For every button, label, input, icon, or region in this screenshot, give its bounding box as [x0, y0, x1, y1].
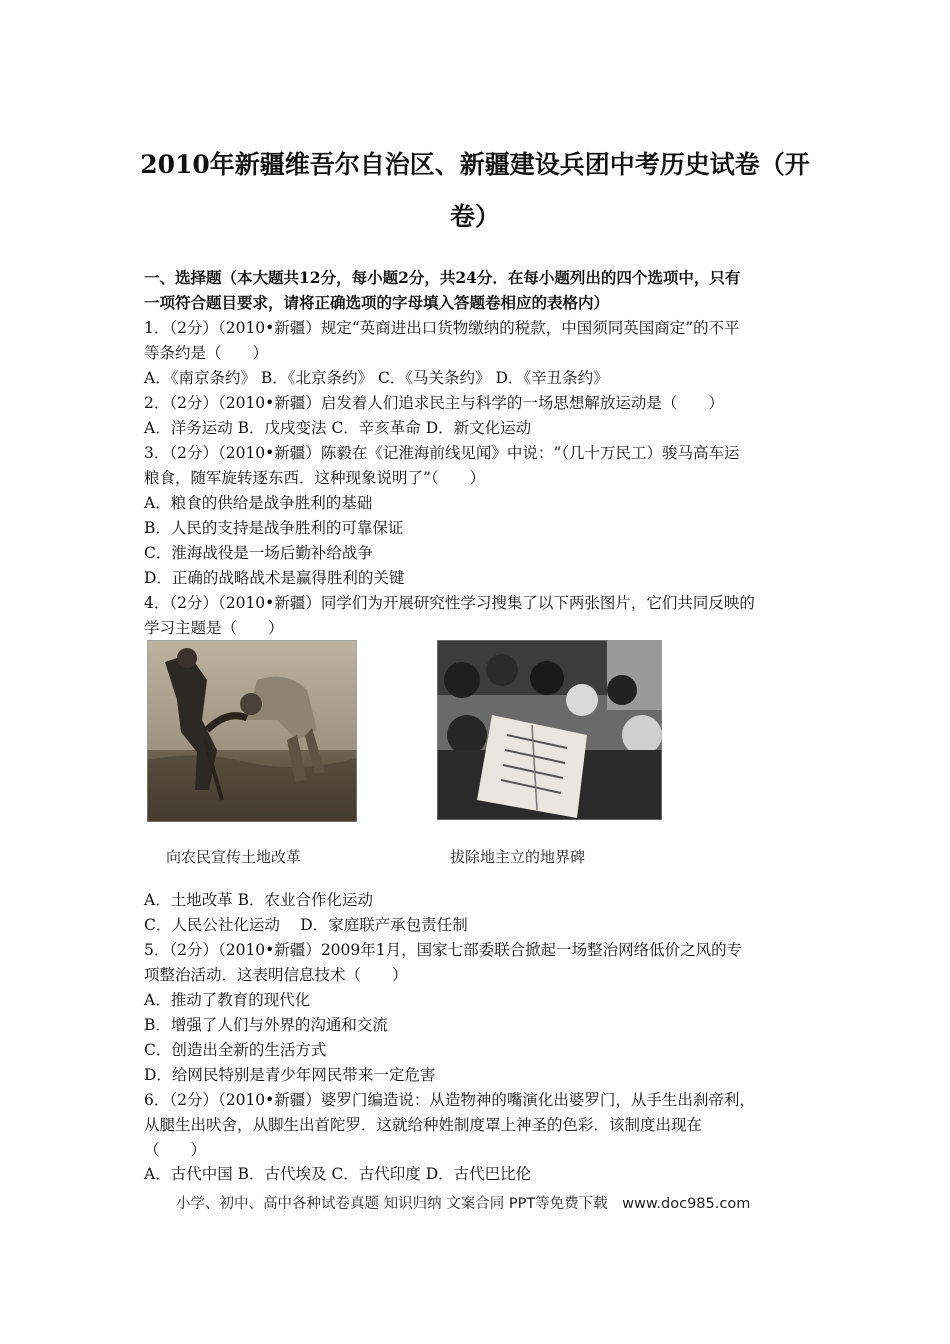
- q5-option-b: B．增强了人们与外界的沟通和交流: [144, 1016, 388, 1034]
- q5-stem: 5．（2分）（2010•新疆）2009年1月，国家七部委联合掀起一场整治网络低价之风的专: [144, 941, 743, 959]
- exam-title-line1: 2010年新疆维吾尔自治区、新疆建设兵团中考历史试卷（开: [140, 150, 810, 179]
- q3-stem: 3．（2分）（2010•新疆）陈毅在《记淮海前线见闻》中说：“（几十万民工）骏马高车运: [144, 444, 740, 462]
- q6-stem-cont: 从腿生出吠舍，从脚生出首陀罗．这就给种姓制度罩上神圣的色彩．该制度出现在: [144, 1116, 703, 1134]
- q6-stem: 6．（2分）（2010•新疆）婆罗门编造说：从造物神的嘴演化出婆罗门，从手生出刹帝利，: [144, 1091, 755, 1109]
- photo-remove-boundary-stone-image: [437, 640, 662, 820]
- section-heading-cont: 一项符合题目要求，请将正确选项的字母填入答题卷相应的表格内）: [144, 293, 610, 312]
- q3-stem-cont: 粮食，随军旋转逐东西．这种现象说明了”（ ）: [144, 469, 486, 487]
- q2-options: A．洋务运动 B．戊戌变法 C．辛亥革命 D．新文化运动: [144, 419, 532, 437]
- q4-stem-cont: 学习主题是（ ）: [144, 619, 284, 637]
- photo-remove-boundary-stone: [437, 640, 662, 820]
- q4-stem: 4．（2分）（2010•新疆）同学们为开展研究性学习搜集了以下两张图片，它们共同反映的: [144, 594, 755, 612]
- q5-option-c: C．创造出全新的生活方式: [144, 1041, 327, 1059]
- caption-land-reform: 向农民宣传土地改革: [166, 848, 302, 866]
- q4-options: A．土地改革 B．农业合作化运动: [144, 891, 374, 909]
- exam-title-line2: 卷）: [449, 202, 500, 231]
- page-footer: 小学、初中、高中各种试卷真题 知识归纳 文案合同 PPT等免费下载 www.doc985.com: [176, 1196, 751, 1212]
- q6-stem-cont2: （ ）: [144, 1141, 207, 1159]
- photo-land-reform-image: [147, 640, 357, 822]
- q5-stem-cont: 项整治活动．这表明信息技术（ ）: [144, 966, 408, 984]
- caption-boundary-stone: 拔除地主立的地界碑: [450, 848, 586, 866]
- q1-stem: 1．（2分）（2010•新疆）规定“英商进出口货物缴纳的税款，中国须同英国商定”的不平: [144, 319, 740, 337]
- photo-land-reform: [147, 640, 357, 822]
- q1-stem-cont: 等条约是（ ）: [144, 344, 269, 362]
- q5-option-a: A．推动了教育的现代化: [144, 991, 311, 1009]
- q1-options: A．《南京条约》 B．《北京条约》 C．《马关条约》 D．《辛丑条约》: [144, 369, 609, 387]
- q2-stem: 2．（2分）（2010•新疆）启发着人们追求民主与科学的一场思想解放运动是（ ）: [144, 394, 724, 412]
- q6-options: A．古代中国 B．古代埃及 C．古代印度 D．古代巴比伦: [144, 1165, 532, 1183]
- q3-option-d: D．正确的战略战术是赢得胜利的关键: [144, 569, 405, 587]
- q4-options-cont: C．人民公社化运动 D．家庭联产承包责任制: [144, 916, 468, 934]
- q5-option-d: D．给网民特别是青少年网民带来一定危害: [144, 1066, 436, 1084]
- q3-option-a: A．粮食的供给是战争胜利的基础: [144, 494, 373, 512]
- q3-option-c: C．淮海战役是一场后勤补给战争: [144, 544, 373, 562]
- q3-option-b: B．人民的支持是战争胜利的可靠保证: [144, 519, 404, 537]
- section-heading: 一、选择题（本大题共12分，每小题2分，共24分．在每小题列出的四个选项中，只有: [144, 268, 741, 287]
